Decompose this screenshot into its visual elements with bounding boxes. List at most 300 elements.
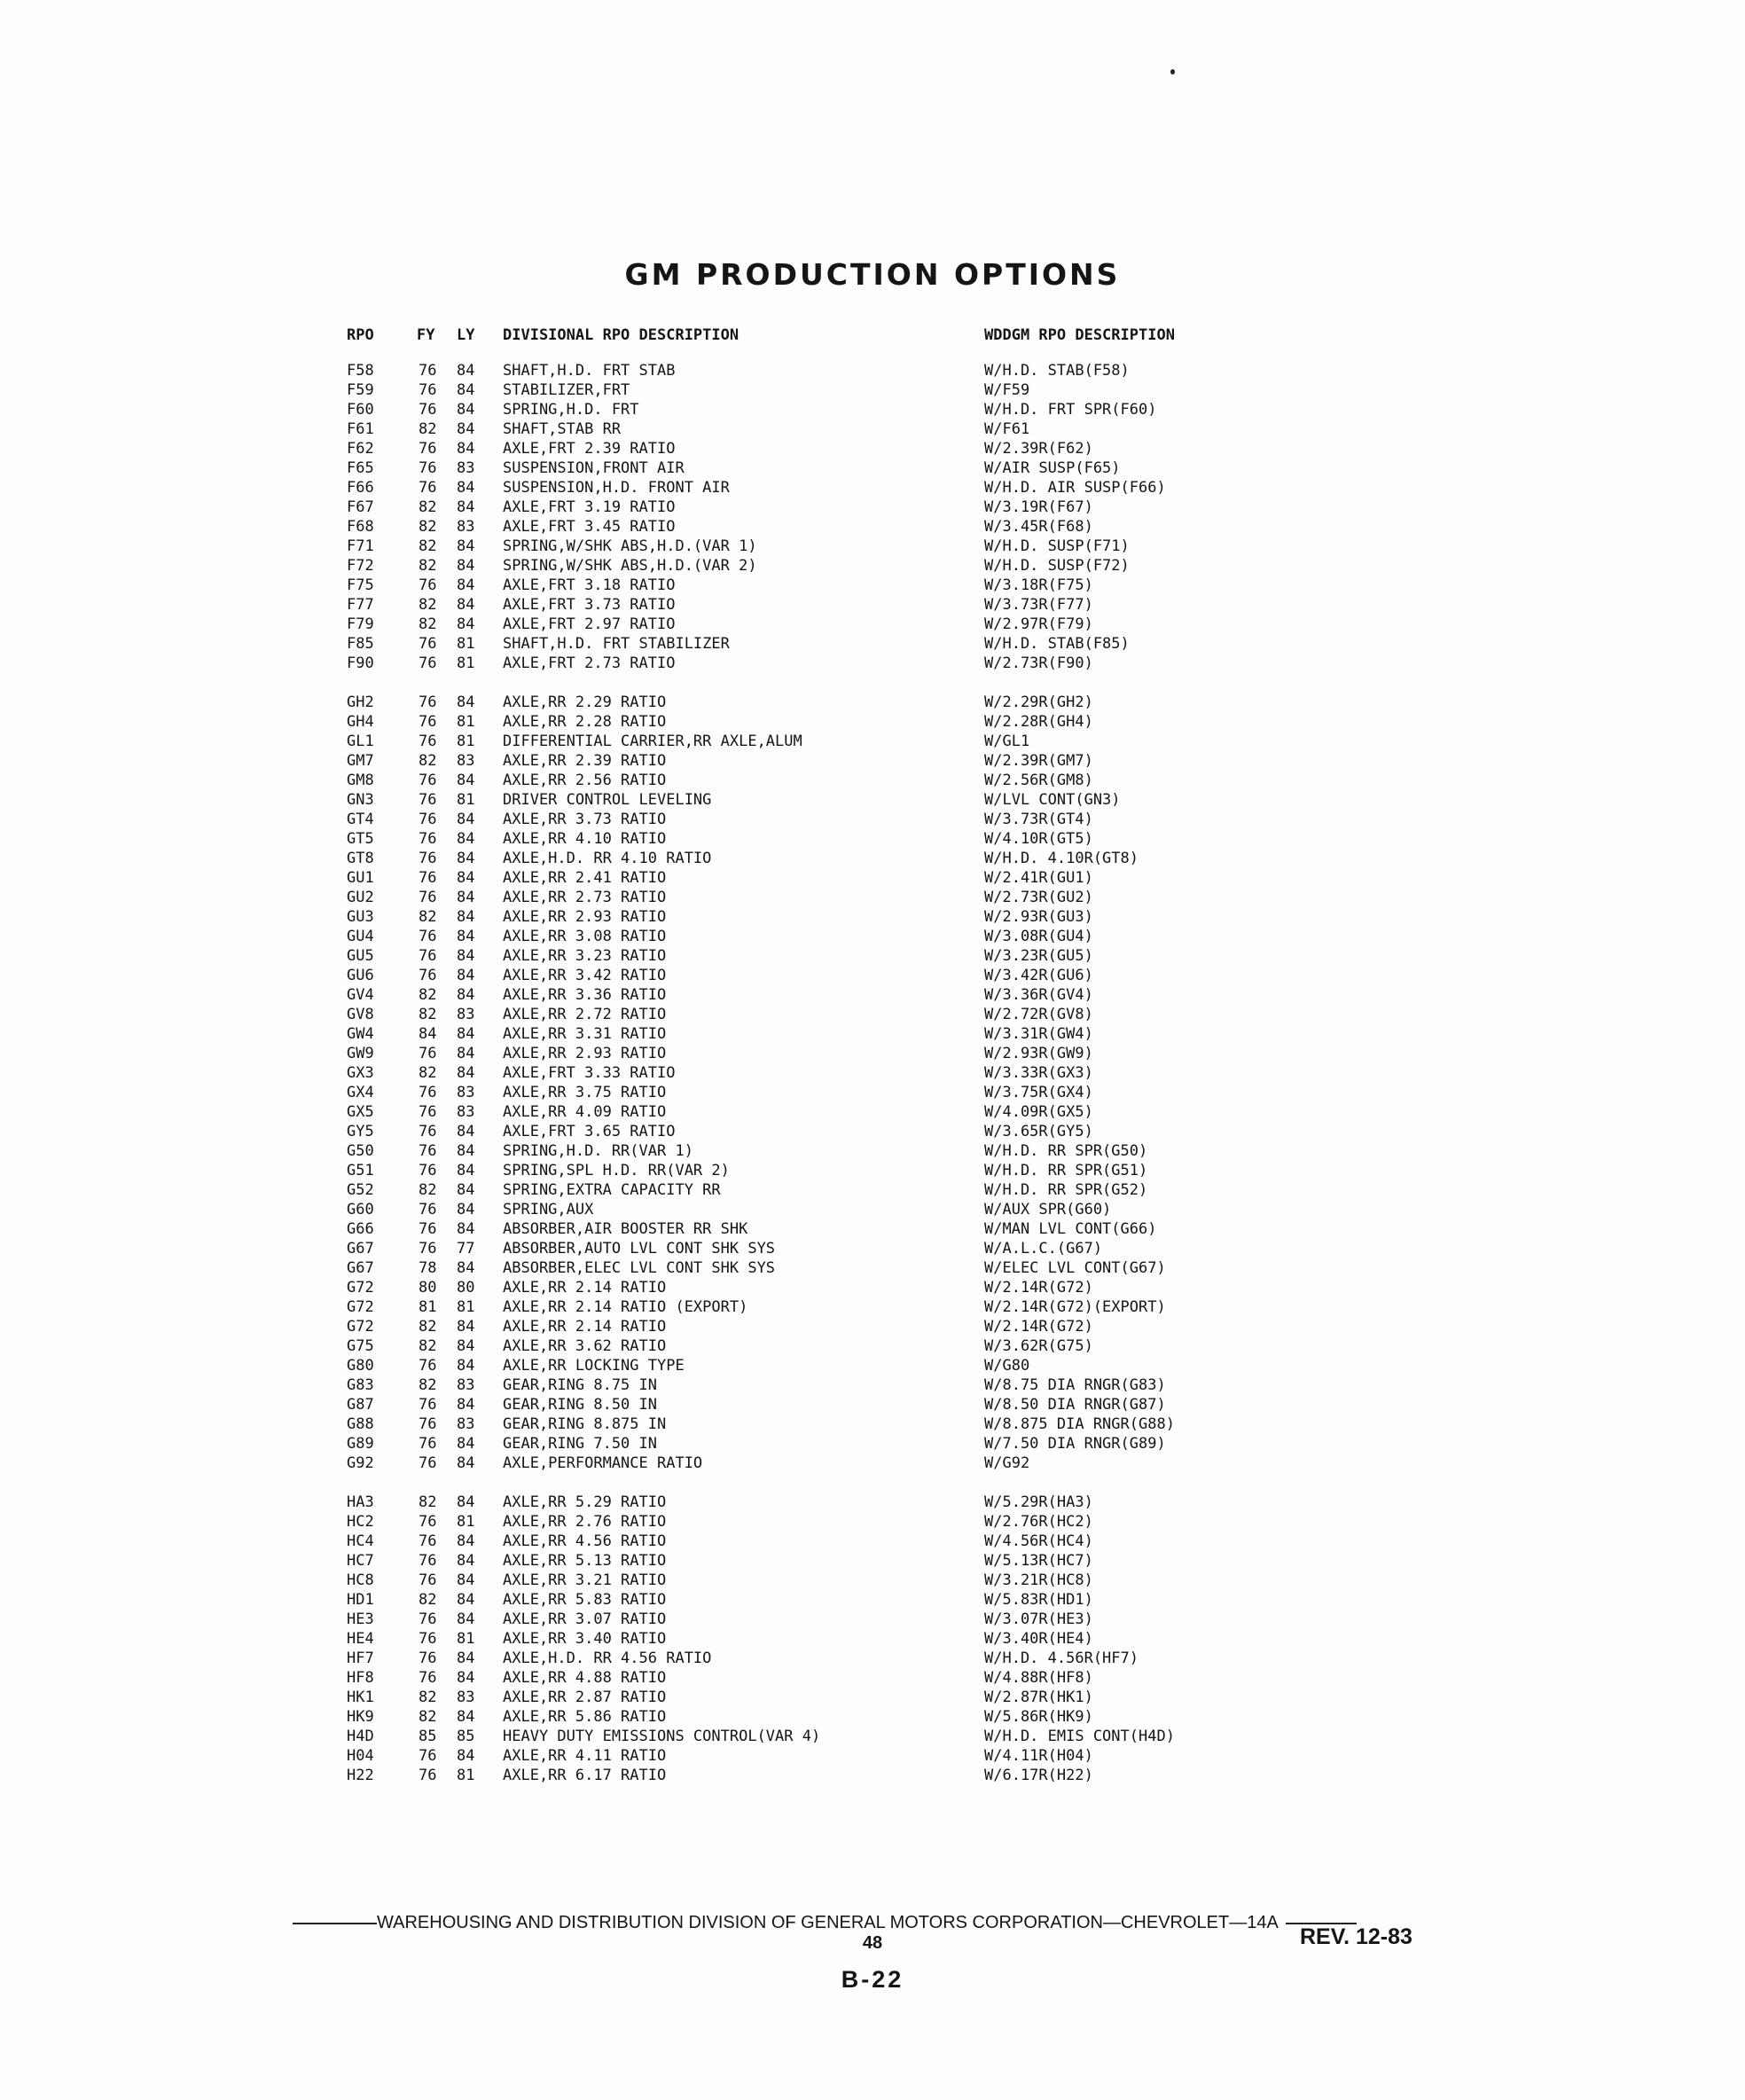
first-year: 80: [419, 1279, 437, 1297]
rpo-code: F72: [347, 557, 374, 575]
rpo-code: G80: [347, 1357, 374, 1375]
divisional-description: DRIVER CONTROL LEVELING: [503, 791, 712, 809]
first-year: 78: [419, 1259, 437, 1277]
last-year: 84: [457, 1045, 475, 1062]
table-row: [0, 1357, 1745, 1376]
divisional-description: AXLE,RR 2.73 RATIO: [503, 889, 667, 906]
wddgm-description: W/3.07R(HE3): [984, 1610, 1093, 1628]
divisional-description: AXLE,RR 3.75 RATIO: [503, 1084, 667, 1101]
rpo-code: HC4: [347, 1532, 374, 1550]
divisional-description: AXLE,FRT 3.45 RATIO: [503, 518, 676, 536]
wddgm-description: W/4.11R(H04): [984, 1747, 1093, 1765]
first-year: 76: [419, 362, 437, 380]
last-year: 84: [457, 498, 475, 516]
last-year: 84: [457, 479, 475, 497]
wddgm-description: W/2.29R(GH2): [984, 693, 1093, 711]
wddgm-description: W/3.62R(G75): [984, 1337, 1093, 1355]
rpo-code: GV4: [347, 986, 374, 1004]
divisional-description: AXLE,RR 2.56 RATIO: [503, 772, 667, 789]
rpo-code: GH4: [347, 713, 374, 731]
table-row: [0, 1006, 1745, 1025]
table-row: [0, 440, 1745, 459]
first-year: 76: [419, 1610, 437, 1628]
first-year: 82: [419, 1064, 437, 1082]
rpo-code: HK1: [347, 1689, 374, 1706]
divisional-description: AXLE,RR 2.76 RATIO: [503, 1513, 667, 1531]
first-year: 76: [419, 1454, 437, 1472]
divisional-description: AXLE,RR 4.88 RATIO: [503, 1669, 667, 1687]
wddgm-description: W/3.40R(HE4): [984, 1630, 1093, 1648]
footer-line: [293, 1913, 1410, 1933]
last-year: 84: [457, 947, 475, 965]
last-year: 84: [457, 1064, 475, 1082]
header-rpo: RPO: [347, 326, 374, 344]
first-year: 82: [419, 1689, 437, 1706]
first-year: 76: [419, 811, 437, 828]
table-row: [0, 1103, 1745, 1123]
last-year: 84: [457, 772, 475, 789]
rpo-code: H22: [347, 1767, 374, 1784]
rpo-code: GU5: [347, 947, 374, 965]
first-year: 76: [419, 381, 437, 399]
first-year: 76: [419, 869, 437, 887]
wddgm-description: W/H.D. 4.56R(HF7): [984, 1649, 1139, 1667]
first-year: 82: [419, 537, 437, 555]
rpo-code: GU6: [347, 967, 374, 984]
first-year: 82: [419, 1376, 437, 1394]
header-fy: FY: [417, 326, 435, 344]
last-year: 81: [457, 791, 475, 809]
last-year: 84: [457, 811, 475, 828]
first-year: 76: [419, 967, 437, 984]
last-year: 84: [457, 693, 475, 711]
last-year: 84: [457, 362, 475, 380]
divisional-description: AXLE,RR 3.42 RATIO: [503, 967, 667, 984]
table-row: [0, 1591, 1745, 1610]
wddgm-description: W/2.56R(GM8): [984, 772, 1093, 789]
rpo-code: F61: [347, 420, 374, 438]
last-year: 84: [457, 986, 475, 1004]
rpo-code: GU4: [347, 928, 374, 945]
last-year: 84: [457, 908, 475, 926]
first-year: 76: [419, 1123, 437, 1140]
rpo-code: GV8: [347, 1006, 374, 1023]
first-year: 76: [419, 1357, 437, 1375]
wddgm-description: W/H.D. RR SPR(G51): [984, 1162, 1148, 1179]
last-year: 84: [457, 615, 475, 633]
footer-text: WAREHOUSING AND DISTRIBUTION DIVISION OF GENERAL MOTORS CORPORATION—CHEVROLET—14A: [377, 1913, 1279, 1932]
last-year: 84: [457, 1435, 475, 1453]
wddgm-description: W/G80: [984, 1357, 1030, 1375]
divisional-description: SUSPENSION,FRONT AIR: [503, 459, 685, 477]
divisional-description: AXLE,RR 4.11 RATIO: [503, 1747, 667, 1765]
divisional-description: AXLE,RR LOCKING TYPE: [503, 1357, 685, 1375]
first-year: 82: [419, 498, 437, 516]
wddgm-description: W/5.83R(HD1): [984, 1591, 1093, 1609]
wddgm-description: W/3.23R(GU5): [984, 947, 1093, 965]
divisional-description: AXLE,FRT 2.97 RATIO: [503, 615, 676, 633]
divisional-description: AXLE,H.D. RR 4.56 RATIO: [503, 1649, 712, 1667]
wddgm-description: W/2.93R(GW9): [984, 1045, 1093, 1062]
first-year: 76: [419, 1084, 437, 1101]
divisional-description: AXLE,RR 2.72 RATIO: [503, 1006, 667, 1023]
wddgm-description: W/AUX SPR(G60): [984, 1201, 1112, 1218]
rpo-code: G50: [347, 1142, 374, 1160]
table-row: [0, 1630, 1745, 1649]
divisional-description: AXLE,RR 2.93 RATIO: [503, 1045, 667, 1062]
rpo-code: F75: [347, 576, 374, 594]
divisional-description: AXLE,RR 3.36 RATIO: [503, 986, 667, 1004]
table-row: [0, 947, 1745, 967]
wddgm-description: W/6.17R(H22): [984, 1767, 1093, 1784]
first-year: 76: [419, 1571, 437, 1589]
divisional-description: AXLE,RR 6.17 RATIO: [503, 1767, 667, 1784]
divisional-description: AXLE,RR 4.56 RATIO: [503, 1532, 667, 1550]
rpo-code: F66: [347, 479, 374, 497]
divisional-description: AXLE,RR 5.29 RATIO: [503, 1493, 667, 1511]
header-wddgm-description: WDDGM RPO DESCRIPTION: [984, 326, 1175, 344]
wddgm-description: W/2.73R(GU2): [984, 889, 1093, 906]
header-divisional-description: DIVISIONAL RPO DESCRIPTION: [503, 326, 739, 344]
rpo-code: H4D: [347, 1728, 374, 1745]
last-year: 84: [457, 537, 475, 555]
first-year: 76: [419, 1220, 437, 1238]
table-row: [0, 1318, 1745, 1337]
wddgm-description: W/4.09R(GX5): [984, 1103, 1093, 1121]
first-year: 76: [419, 713, 437, 731]
page-code: B-22: [841, 1966, 904, 1993]
rpo-code: HD1: [347, 1591, 374, 1609]
last-year: 81: [457, 1298, 475, 1316]
wddgm-description: W/H.D. AIR SUSP(F66): [984, 479, 1166, 497]
table-row: [0, 557, 1745, 576]
divisional-description: SPRING,H.D. RR(VAR 1): [503, 1142, 693, 1160]
last-year: 77: [457, 1240, 475, 1258]
last-year: 84: [457, 1181, 475, 1199]
rpo-code: F58: [347, 362, 374, 380]
first-year: 82: [419, 1337, 437, 1355]
divisional-description: SPRING,H.D. FRT: [503, 401, 639, 419]
first-year: 81: [419, 1298, 437, 1316]
divisional-description: STABILIZER,FRT: [503, 381, 630, 399]
rpo-code: GN3: [347, 791, 374, 809]
last-year: 84: [457, 1201, 475, 1218]
rpo-code: HA3: [347, 1493, 374, 1511]
table-row: [0, 1298, 1745, 1318]
table-row: [0, 1279, 1745, 1298]
wddgm-description: W/H.D. STAB(F85): [984, 635, 1130, 653]
wddgm-description: W/H.D. FRT SPR(F60): [984, 401, 1157, 419]
wddgm-description: W/8.50 DIA RNGR(G87): [984, 1396, 1166, 1414]
first-year: 76: [419, 1142, 437, 1160]
table-row: [0, 869, 1745, 889]
first-year: 76: [419, 1669, 437, 1687]
rpo-code: G72: [347, 1279, 374, 1297]
rpo-code: GL1: [347, 733, 374, 750]
wddgm-description: W/2.87R(HK1): [984, 1689, 1093, 1706]
rpo-code: G75: [347, 1337, 374, 1355]
divisional-description: ABSORBER,AUTO LVL CONT SHK SYS: [503, 1240, 776, 1258]
table-row: [0, 967, 1745, 986]
first-year: 82: [419, 1181, 437, 1199]
first-year: 76: [419, 654, 437, 672]
divisional-description: AXLE,RR 4.09 RATIO: [503, 1103, 667, 1121]
table-row: [0, 1415, 1745, 1435]
wddgm-description: W/3.19R(F67): [984, 498, 1093, 516]
divisional-description: AXLE,RR 3.73 RATIO: [503, 811, 667, 828]
wddgm-description: W/ELEC LVL CONT(G67): [984, 1259, 1166, 1277]
table-row: [0, 1610, 1745, 1630]
table-row: [0, 1747, 1745, 1767]
wddgm-description: W/2.28R(GH4): [984, 713, 1093, 731]
last-year: 83: [457, 518, 475, 536]
first-year: 82: [419, 1591, 437, 1609]
wddgm-description: W/8.875 DIA RNGR(G88): [984, 1415, 1175, 1433]
last-year: 83: [457, 1006, 475, 1023]
rpo-code: G92: [347, 1454, 374, 1472]
rpo-code: G52: [347, 1181, 374, 1199]
first-year: 76: [419, 1767, 437, 1784]
wddgm-description: W/2.73R(F90): [984, 654, 1093, 672]
divisional-description: AXLE,RR 3.62 RATIO: [503, 1337, 667, 1355]
table-row: [0, 1708, 1745, 1728]
table-row: [0, 654, 1745, 674]
last-year: 84: [457, 1318, 475, 1336]
divisional-description: GEAR,RING 8.50 IN: [503, 1396, 657, 1414]
rpo-code: HC2: [347, 1513, 374, 1531]
rpo-code: F77: [347, 596, 374, 614]
rpo-code: G88: [347, 1415, 374, 1433]
last-year: 84: [457, 1357, 475, 1375]
rpo-code: F59: [347, 381, 374, 399]
last-year: 84: [457, 557, 475, 575]
last-year: 81: [457, 654, 475, 672]
wddgm-description: W/F61: [984, 420, 1030, 438]
table-row: [0, 1669, 1745, 1689]
divisional-description: AXLE,FRT 2.39 RATIO: [503, 440, 676, 458]
first-year: 76: [419, 791, 437, 809]
wddgm-description: W/3.65R(GY5): [984, 1123, 1093, 1140]
divisional-description: AXLE,RR 4.10 RATIO: [503, 830, 667, 848]
divisional-description: AXLE,RR 2.28 RATIO: [503, 713, 667, 731]
wddgm-description: W/3.73R(F77): [984, 596, 1093, 614]
divisional-description: DIFFERENTIAL CARRIER,RR AXLE,ALUM: [503, 733, 802, 750]
first-year: 82: [419, 908, 437, 926]
rpo-code: GU2: [347, 889, 374, 906]
rpo-code: GU3: [347, 908, 374, 926]
table-row: [0, 752, 1745, 772]
table-row: [0, 1454, 1745, 1474]
last-year: 84: [457, 850, 475, 867]
table-row: [0, 576, 1745, 596]
last-year: 84: [457, 1142, 475, 1160]
last-year: 84: [457, 1747, 475, 1765]
last-year: 84: [457, 576, 475, 594]
divisional-description: AXLE,RR 2.14 RATIO (EXPORT): [503, 1298, 748, 1316]
divisional-description: AXLE,RR 2.14 RATIO: [503, 1318, 667, 1336]
divisional-description: SPRING,W/SHK ABS,H.D.(VAR 1): [503, 537, 757, 555]
last-year: 84: [457, 1532, 475, 1550]
first-year: 76: [419, 1415, 437, 1433]
first-year: 76: [419, 1630, 437, 1648]
first-year: 76: [419, 850, 437, 867]
table-row: [0, 693, 1745, 713]
divisional-description: AXLE,RR 5.83 RATIO: [503, 1591, 667, 1609]
table-row: [0, 1376, 1745, 1396]
wddgm-description: W/3.21R(HC8): [984, 1571, 1093, 1589]
table-row: [0, 420, 1745, 440]
rpo-code: HE4: [347, 1630, 374, 1648]
rpo-code: GM7: [347, 752, 374, 770]
last-year: 84: [457, 889, 475, 906]
wddgm-description: W/2.14R(G72)(EXPORT): [984, 1298, 1166, 1316]
divisional-description: AXLE,FRT 3.33 RATIO: [503, 1064, 676, 1082]
divisional-description: AXLE,FRT 3.73 RATIO: [503, 596, 676, 614]
last-year: 84: [457, 1259, 475, 1277]
table-row: [0, 733, 1745, 752]
last-year: 81: [457, 1513, 475, 1531]
divisional-description: AXLE,FRT 3.19 RATIO: [503, 498, 676, 516]
wddgm-description: W/3.08R(GU4): [984, 928, 1093, 945]
first-year: 82: [419, 1006, 437, 1023]
rpo-code: GX5: [347, 1103, 374, 1121]
last-year: 84: [457, 1162, 475, 1179]
rpo-code: G89: [347, 1435, 374, 1453]
last-year: 84: [457, 1552, 475, 1570]
wddgm-description: W/H.D. EMIS CONT(H4D): [984, 1728, 1175, 1745]
wddgm-description: W/2.39R(F62): [984, 440, 1093, 458]
wddgm-description: W/2.72R(GV8): [984, 1006, 1093, 1023]
first-year: 76: [419, 1162, 437, 1179]
last-year: 84: [457, 440, 475, 458]
page-title: GM PRODUCTION OPTIONS: [624, 257, 1121, 292]
last-year: 84: [457, 1649, 475, 1667]
wddgm-description: W/3.42R(GU6): [984, 967, 1093, 984]
footer-rule-left: [293, 1923, 377, 1924]
wddgm-description: W/3.73R(GT4): [984, 811, 1093, 828]
table-row: [0, 1201, 1745, 1220]
table-row: [0, 479, 1745, 498]
divisional-description: SHAFT,STAB RR: [503, 420, 622, 438]
wddgm-description: W/3.45R(F68): [984, 518, 1093, 536]
table-row: [0, 1337, 1745, 1357]
table-row: [0, 1025, 1745, 1045]
divisional-description: SPRING,AUX: [503, 1201, 594, 1218]
revision-label: REV. 12-83: [1300, 1924, 1412, 1949]
table-row: [0, 1064, 1745, 1084]
wddgm-description: W/3.75R(GX4): [984, 1084, 1093, 1101]
rpo-code: G60: [347, 1201, 374, 1218]
last-year: 84: [457, 381, 475, 399]
wddgm-description: W/2.76R(HC2): [984, 1513, 1093, 1531]
first-year: 84: [419, 1025, 437, 1043]
wddgm-description: W/H.D. RR SPR(G52): [984, 1181, 1148, 1199]
last-year: 81: [457, 1767, 475, 1784]
first-year: 76: [419, 1747, 437, 1765]
rpo-code: F60: [347, 401, 374, 419]
rpo-code: G66: [347, 1220, 374, 1238]
rpo-code: GY5: [347, 1123, 374, 1140]
wddgm-description: W/MAN LVL CONT(G66): [984, 1220, 1157, 1238]
rpo-code: G72: [347, 1298, 374, 1316]
header-ly: LY: [457, 326, 475, 344]
wddgm-description: W/2.93R(GU3): [984, 908, 1093, 926]
wddgm-description: W/F59: [984, 381, 1030, 399]
rpo-code: GT8: [347, 850, 374, 867]
rpo-code: G51: [347, 1162, 374, 1179]
rpo-code: G83: [347, 1376, 374, 1394]
last-year: 84: [457, 1220, 475, 1238]
divisional-description: AXLE,PERFORMANCE RATIO: [503, 1454, 703, 1472]
table-row: [0, 1259, 1745, 1279]
wddgm-description: W/3.18R(F75): [984, 576, 1093, 594]
table-row: [0, 1767, 1745, 1786]
table-row: [0, 1084, 1745, 1103]
wddgm-description: W/H.D. 4.10R(GT8): [984, 850, 1139, 867]
divisional-description: AXLE,RR 3.23 RATIO: [503, 947, 667, 965]
rpo-code: HC8: [347, 1571, 374, 1589]
wddgm-description: W/2.39R(GM7): [984, 752, 1093, 770]
table-row: [0, 1142, 1745, 1162]
divisional-description: GEAR,RING 8.75 IN: [503, 1376, 657, 1394]
first-year: 76: [419, 1649, 437, 1667]
table-row: [0, 850, 1745, 869]
wddgm-description: W/3.36R(GV4): [984, 986, 1093, 1004]
last-year: 84: [457, 1337, 475, 1355]
wddgm-description: W/2.97R(F79): [984, 615, 1093, 633]
first-year: 82: [419, 557, 437, 575]
divisional-description: AXLE,RR 2.41 RATIO: [503, 869, 667, 887]
rpo-code: GM8: [347, 772, 374, 789]
rpo-code: G67: [347, 1259, 374, 1277]
rpo-code: H04: [347, 1747, 374, 1765]
table-row: [0, 518, 1745, 537]
wddgm-description: W/5.13R(HC7): [984, 1552, 1093, 1570]
table-row: [0, 772, 1745, 791]
table-row: [0, 908, 1745, 928]
first-year: 76: [419, 693, 437, 711]
wddgm-description: W/GL1: [984, 733, 1030, 750]
first-year: 76: [419, 1396, 437, 1414]
first-year: 76: [419, 576, 437, 594]
divisional-description: SUSPENSION,H.D. FRONT AIR: [503, 479, 730, 497]
table-row: [0, 1220, 1745, 1240]
first-year: 76: [419, 440, 437, 458]
divisional-description: AXLE,RR 2.29 RATIO: [503, 693, 667, 711]
rpo-code: GW9: [347, 1045, 374, 1062]
wddgm-description: W/5.29R(HA3): [984, 1493, 1093, 1511]
last-year: 84: [457, 1610, 475, 1628]
table-row: [0, 1181, 1745, 1201]
rpo-code: GX3: [347, 1064, 374, 1082]
rpo-code: HC7: [347, 1552, 374, 1570]
last-year: 84: [457, 1025, 475, 1043]
divisional-description: AXLE,RR 2.39 RATIO: [503, 752, 667, 770]
divisional-description: SHAFT,H.D. FRT STAB: [503, 362, 676, 380]
rpo-code: HF7: [347, 1649, 374, 1667]
divisional-description: AXLE,RR 2.14 RATIO: [503, 1279, 667, 1297]
first-year: 76: [419, 479, 437, 497]
rpo-code: F90: [347, 654, 374, 672]
rpo-code: GT4: [347, 811, 374, 828]
last-year: 81: [457, 635, 475, 653]
first-year: 76: [419, 401, 437, 419]
rpo-code: F65: [347, 459, 374, 477]
last-year: 84: [457, 967, 475, 984]
table-row: [0, 635, 1745, 654]
last-year: 84: [457, 1396, 475, 1414]
wddgm-description: W/4.88R(HF8): [984, 1669, 1093, 1687]
